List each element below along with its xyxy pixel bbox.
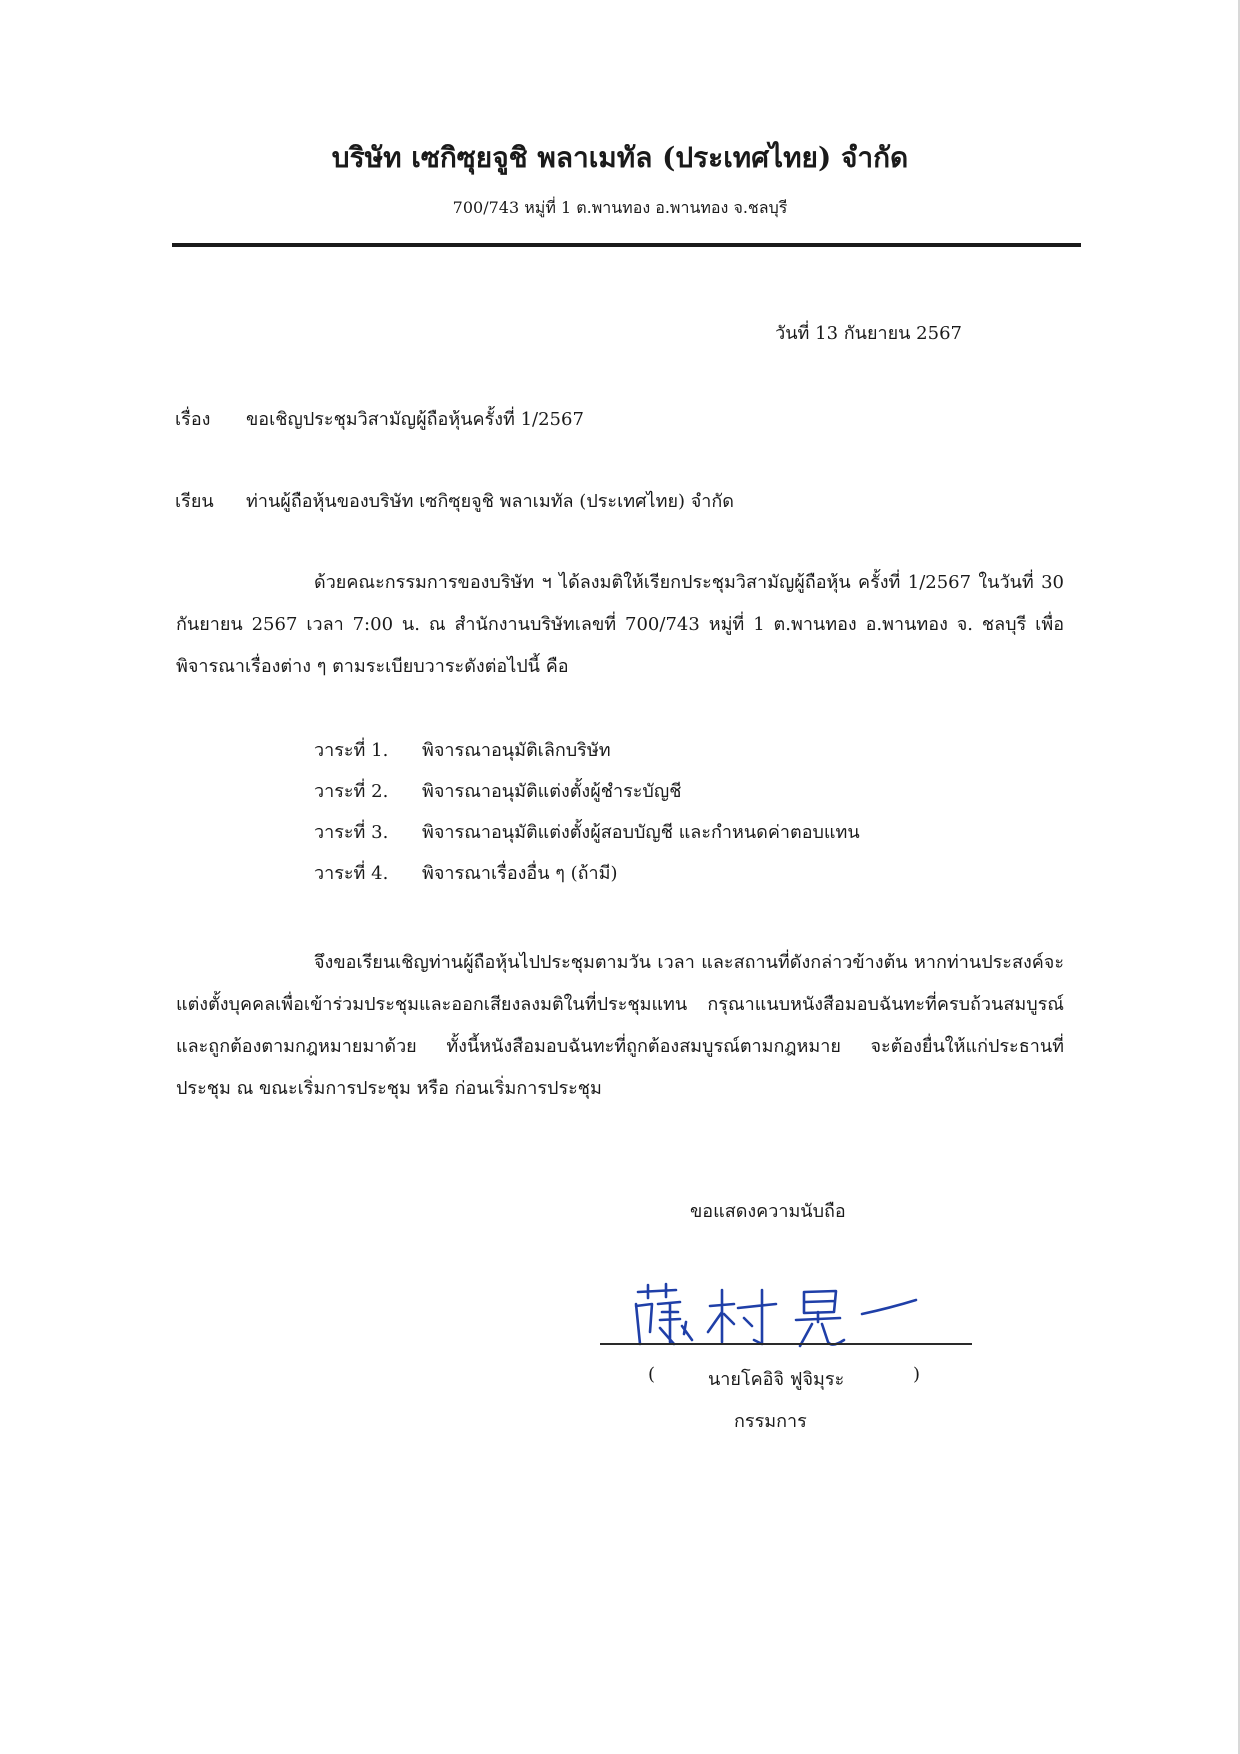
signer-name: นายโคอิจิ ฟูจิมุระ: [708, 1369, 845, 1390]
signer-paren-open: (: [648, 1364, 656, 1385]
header-divider: [172, 243, 1081, 247]
intro-paragraph: ด้วยคณะกรรมการของบริษัท ฯ ได้ลงมติให้เรียกประชุมวิสามัญผู้ถือหุ้น ครั้งที่ 1/2567 ในวันที่ 30 กันยายน 2567 เวลา 7:00 น. ณ สำนักงานบริษัทเลขที่ 700/743 หมู่ที่ 1 ต.พานทอง อ.พานทอง จ. ชลบุรี เพื่อพิจารณาเรื่องต่าง ๆ ตามระเบียบวาระดังต่อไปนี้ คือ: [176, 572, 1064, 677]
subject-value: ขอเชิญประชุมวิสามัญผู้ถือหุ้นครั้งที่ 1/2567: [246, 409, 584, 430]
invitation-paragraph: จึงขอเรียนเชิญท่านผู้ถือหุ้นไปประชุมตามวัน เวลา และสถานที่ดังกล่าวข้างต้น หากท่านประสงค์จะแต่งตั้งบุคคลเพื่อเข้าร่วมประชุมและออกเสียงลงมติในที่ประชุมแทน กรุณาแนบหนังสือมอบฉันทะที่ครบถ้วนสมบูรณ์และถูกต้องตามกฎหมายมาด้วย ทั้งนี้หนังสือมอบฉันทะที่ถูกต้องสมบูรณ์ตามกฎหมาย จะต้องยื่นให้แก่ประธานที่ประชุม ณ ขณะเริ่มการประชุม หรือ ก่อนเริ่มการประชุม: [176, 952, 1064, 1099]
signer-paren-close: ): [912, 1364, 920, 1385]
company-address: 700/743 หมู่ที่ 1 ต.พานทอง อ.พานทอง จ.ชลบุรี: [452, 198, 788, 217]
company-name: บริษัท เซกิซุยจูชิ พลาเมทัล (ประเทศไทย) จำกัด: [331, 141, 909, 174]
signature-line: [600, 1343, 972, 1345]
recipient-label: เรียน: [175, 491, 214, 512]
agenda-item: [314, 812, 860, 853]
recipient-value: ท่านผู้ถือหุ้นของบริษัท เซกิซุยจูชิ พลาเมทัล (ประเทศไทย) จำกัด: [246, 491, 734, 512]
agenda-item-text: พิจารณาเรื่องอื่น ๆ (ถ้ามี): [422, 863, 618, 884]
agenda-item: [314, 730, 860, 771]
agenda-item-text: พิจารณาอนุมัติแต่งตั้งผู้สอบบัญชี และกำหนดค่าตอบแทน: [422, 822, 860, 843]
signer-title: กรรมการ: [734, 1411, 807, 1432]
agenda-item-label: วาระที่ 4.: [314, 863, 389, 884]
closing-text: ขอแสดงความนับถือ: [690, 1201, 846, 1222]
agenda-item-text: พิจารณาอนุมัติเลิกบริษัท: [422, 740, 611, 761]
subject-label: เรื่อง: [175, 409, 211, 430]
agenda-item-text: พิจารณาอนุมัติแต่งตั้งผู้ชำระบัญชี: [422, 781, 682, 802]
agenda-item-label: วาระที่ 2.: [314, 781, 389, 802]
agenda-item: [314, 853, 860, 894]
agenda-item: [314, 771, 860, 812]
letter-date: วันที่ 13 กันยายน 2567: [775, 323, 962, 344]
signer-block: [648, 1364, 920, 1394]
handwritten-signature: [600, 1282, 980, 1352]
agenda-item-label: วาระที่ 3.: [314, 822, 389, 843]
agenda-item-label: วาระที่ 1.: [314, 740, 389, 761]
agenda-list: [314, 730, 860, 894]
